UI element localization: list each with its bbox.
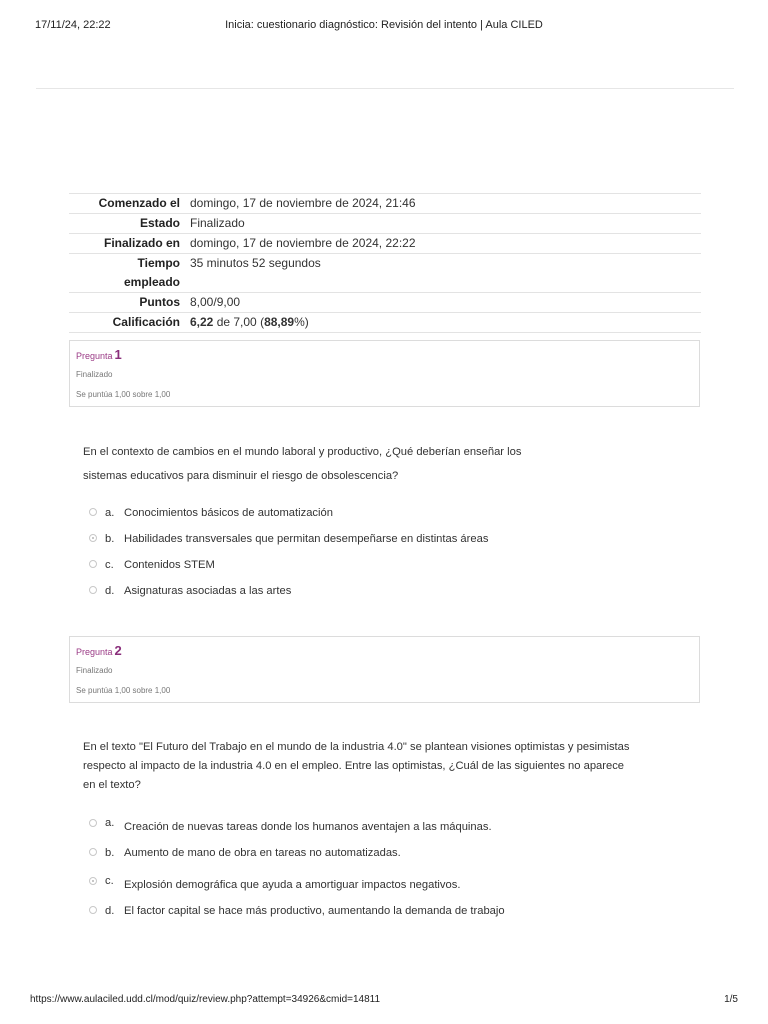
summary-row-finished <box>69 234 701 254</box>
option-letter: b. <box>105 847 115 859</box>
print-url: https://www.aulaciled.udd.cl/mod/quiz/review.php?attempt=34926&cmid=14811 <box>30 994 381 1005</box>
option-letter: d. <box>105 905 115 917</box>
summary-label: Comenzado el <box>69 194 188 214</box>
option-text: Aumento de mano de obra en tareas no automatizadas. <box>124 847 401 859</box>
question-grade: Se puntúa 1,00 sobre 1,00 <box>76 686 171 695</box>
summary-label: Estado <box>69 214 188 234</box>
grade-end: %) <box>294 315 309 329</box>
question-2-text <box>83 738 683 795</box>
radio-button-icon[interactable] <box>89 848 97 856</box>
print-date: 17/11/24, 22:22 <box>35 19 111 31</box>
option-letter: d. <box>105 585 115 597</box>
summary-row-grade <box>69 313 701 333</box>
summary-value: domingo, 17 de noviembre de 2024, 22:22 <box>188 234 701 254</box>
summary-label: Calificación <box>69 313 188 333</box>
question-text-line: En el contexto de cambios en el mundo laboral y productivo, ¿Qué deberían enseñar los <box>83 446 522 458</box>
summary-label-line1: Tiempo <box>137 256 180 270</box>
print-footer <box>0 994 768 1010</box>
question-2-info <box>69 636 700 703</box>
radio-button-icon[interactable] <box>89 819 97 827</box>
summary-row-started <box>69 194 701 214</box>
option-letter: c. <box>105 875 114 887</box>
summary-label-line2: empleado <box>123 275 180 289</box>
print-page-number: 1/5 <box>724 994 738 1005</box>
radio-button-icon[interactable] <box>89 586 97 594</box>
question-text-line: en el texto? <box>83 779 141 791</box>
grade-percent: 88,89 <box>264 315 295 329</box>
summary-value: 35 minutos 52 segundos <box>188 254 701 293</box>
question-state: Finalizado <box>76 666 113 675</box>
summary-label <box>69 254 188 293</box>
option-text: Asignaturas asociadas a las artes <box>124 585 292 597</box>
question-number-value: 2 <box>114 643 122 658</box>
option-text: Explosión demográfica que ayuda a amortiguar impactos negativos. <box>124 879 461 891</box>
summary-value <box>188 313 701 333</box>
radio-button-checked-icon[interactable] <box>89 877 97 885</box>
summary-value: 8,00/9,00 <box>188 293 701 313</box>
option-text: El factor capital se hace más productivo, aumentando la demanda de trabajo <box>124 905 505 917</box>
question-number <box>76 347 122 362</box>
question-text-line: En el texto "El Futuro del Trabajo en el mundo de la industria 4.0" se plantean visiones optimistas y pesimistas <box>83 741 630 753</box>
summary-row-time <box>69 254 701 293</box>
question-text-line: respecto al impacto de la industria 4.0 en el empleo. Entre las optimistas, ¿Cuál de las siguientes no aparece <box>83 760 625 772</box>
header-divider <box>36 88 734 89</box>
option-letter: a. <box>105 507 115 519</box>
question-1-text <box>83 443 643 486</box>
option-text: Creación de nuevas tareas donde los humanos aventajen a las máquinas. <box>124 821 492 833</box>
attempt-summary-table <box>69 193 701 333</box>
question-1-info <box>69 340 700 407</box>
print-header <box>0 19 768 35</box>
summary-label: Finalizado en <box>69 234 188 254</box>
question-label: Pregunta <box>76 647 113 657</box>
option-text: Habilidades transversales que permitan desempeñarse en distintas áreas <box>124 533 489 545</box>
print-page-title: Inicia: cuestionario diagnóstico: Revisión del intento | Aula CILED <box>225 19 543 31</box>
summary-row-points <box>69 293 701 313</box>
option-letter: b. <box>105 533 115 545</box>
question-number <box>76 643 122 658</box>
question-state: Finalizado <box>76 370 113 379</box>
summary-value: Finalizado <box>188 214 701 234</box>
question-grade: Se puntúa 1,00 sobre 1,00 <box>76 390 171 399</box>
grade-score: 6,22 <box>190 315 214 329</box>
option-text: Contenidos STEM <box>124 559 215 571</box>
radio-button-icon[interactable] <box>89 508 97 516</box>
summary-row-state <box>69 214 701 234</box>
question-number-value: 1 <box>114 347 122 362</box>
question-label: Pregunta <box>76 351 113 361</box>
option-letter: c. <box>105 559 114 571</box>
question-text-line: sistemas educativos para disminuir el riesgo de obsolescencia? <box>83 470 399 482</box>
radio-button-icon[interactable] <box>89 906 97 914</box>
option-text: Conocimientos básicos de automatización <box>124 507 333 519</box>
radio-button-checked-icon[interactable] <box>89 534 97 542</box>
summary-value: domingo, 17 de noviembre de 2024, 21:46 <box>188 194 701 214</box>
grade-mid: de 7,00 ( <box>213 315 265 329</box>
radio-button-icon[interactable] <box>89 560 97 568</box>
option-letter: a. <box>105 817 115 829</box>
summary-label: Puntos <box>69 293 188 313</box>
